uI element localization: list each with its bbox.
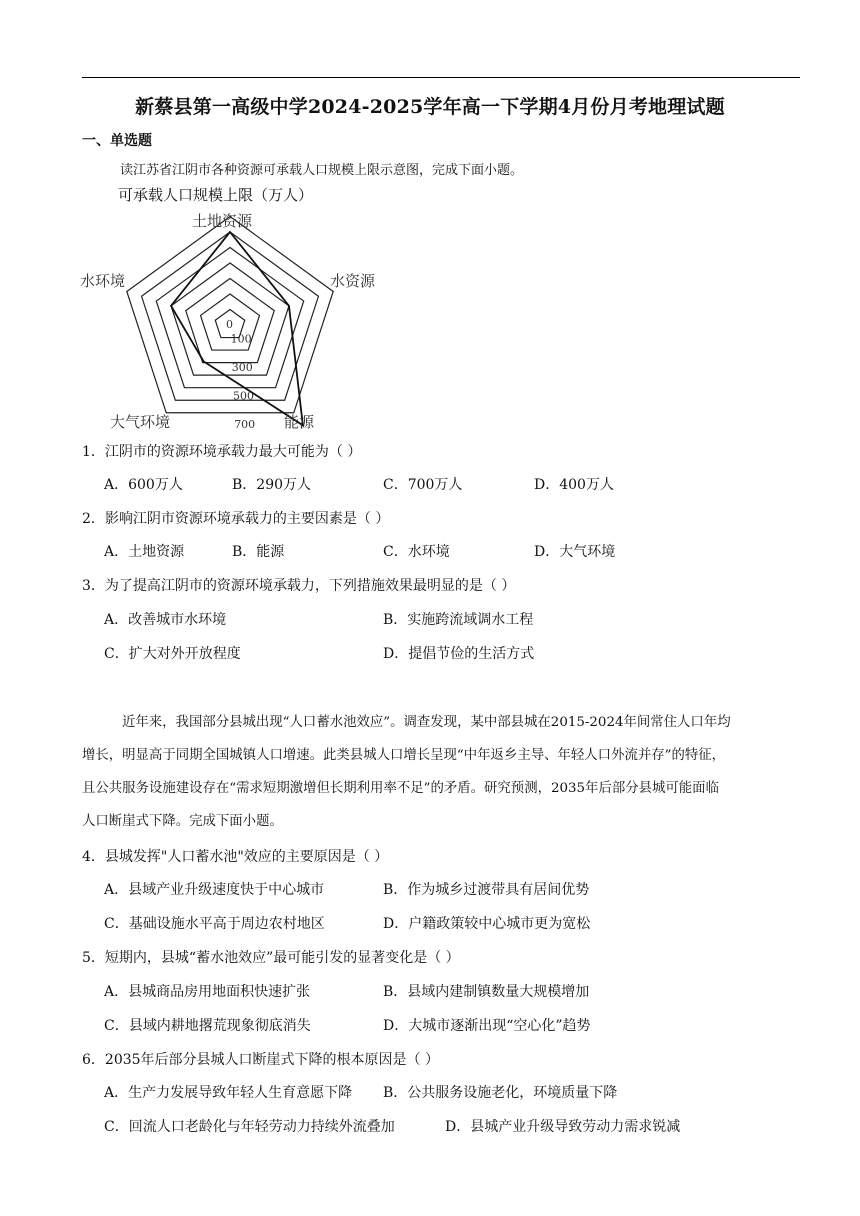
passage-line: 人口断崖式下降。完成下面小题。 <box>82 814 283 829</box>
radar-data-point <box>288 305 290 307</box>
q1-option-c[interactable]: C．700万人 <box>383 477 463 493</box>
header-rule <box>82 77 800 78</box>
ring-label: 0 <box>226 318 233 331</box>
q2-option-a[interactable]: A．土地资源 <box>104 544 185 560</box>
question-6: 6．2035年后部分县城人口断崖式下降的根本原因是（ ） <box>82 1052 439 1068</box>
q5-option-c[interactable]: C．县域内耕地撂荒现象彻底消失 <box>104 1018 311 1034</box>
q6-option-a[interactable]: A．生产力发展导致年轻人生育意愿下降 <box>104 1085 353 1101</box>
q3-option-d[interactable]: D．提倡节俭的生活方式 <box>383 646 535 662</box>
q4-option-b[interactable]: B．作为城乡过渡带具有居间优势 <box>383 882 590 898</box>
passage-line: 增长，明显高于同期全国城镇人口增速。此类县城人口增长呈现“中年返乡主导、年轻人口外流并存”的特征， <box>82 748 726 763</box>
passage-line: 近年来，我国部分县城出现“人口蓄水池效应”。调查发现，某中部县城在2015-2024年间常住人口年均 <box>122 715 731 730</box>
radar-chart <box>80 180 390 430</box>
ring-label: 300 <box>231 360 253 374</box>
question-5: 5．短期内，县城“蓄水池效应”最可能引发的显著变化是（ ） <box>82 950 460 966</box>
q6-option-c[interactable]: C．回流人口老龄化与年轻劳动力持续外流叠加 <box>104 1119 395 1135</box>
q4-option-d[interactable]: D．户籍政策较中心城市更为宽松 <box>383 916 591 932</box>
q2-option-c[interactable]: C．水环境 <box>383 544 450 560</box>
q3-option-a[interactable]: A．改善城市水环境 <box>104 612 227 628</box>
q2-option-b[interactable]: B．能源 <box>232 544 285 560</box>
ring-label: 700 <box>234 417 256 430</box>
q4-option-a[interactable]: A．县域产业升级速度快于中心城市 <box>104 882 325 898</box>
q5-option-b[interactable]: B．县域内建制镇数量大规模增加 <box>383 984 590 1000</box>
ring-label: 500 <box>233 389 254 403</box>
radar-axis-label: 大气环境 <box>110 413 171 430</box>
radar-ring <box>127 217 333 413</box>
chart-intro: 读江苏省江阴市各种资源可承载人口规模上限示意图，完成下面小题。 <box>120 163 524 178</box>
q1-option-b[interactable]: B．290万人 <box>232 477 312 493</box>
q6-option-b[interactable]: B．公共服务设施老化，环境质量下降 <box>383 1085 618 1101</box>
q1-option-d[interactable]: D．400万人 <box>534 477 614 493</box>
radar-axis-label: 土地资源 <box>192 212 253 230</box>
q3-option-b[interactable]: B．实施跨流域调水工程 <box>383 612 534 628</box>
radar-data-point <box>170 305 172 307</box>
q1-option-a[interactable]: A．600万人 <box>104 477 183 493</box>
ring-label: 100 <box>230 332 252 346</box>
question-4: 4．县城发挥"人口蓄水池"效应的主要原因是（ ） <box>82 849 389 865</box>
chart-title: 可承载人口规模上限（万人） <box>118 186 314 204</box>
q2-option-d[interactable]: D．大气环境 <box>534 544 616 560</box>
radar-axis-label: 水资源 <box>330 272 376 290</box>
page-title: 新蔡县第一高级中学2024-2025学年高一下学期4月份月考地理试题 <box>135 96 725 118</box>
q4-option-c[interactable]: C．基础设施水平高于周边农村地区 <box>104 916 325 932</box>
question-3: 3．为了提高江阴市的资源环境承载力，下列措施效果最明显的是（ ） <box>82 578 516 594</box>
radar-axis-label: 能源 <box>284 413 315 430</box>
q5-option-d[interactable]: D．大城市逐渐出现“空心化”趋势 <box>383 1018 591 1034</box>
radar-axis-label: 水环境 <box>80 272 126 290</box>
q6-option-d[interactable]: D．县城产业升级导致劳动力需求锐减 <box>445 1119 681 1135</box>
passage-line: 且公共服务设施建设存在“需求短期激增但长期利用率不足”的矛盾。研究预测，2035年后部分县城可能面临 <box>82 781 719 796</box>
reading-passage <box>82 706 802 838</box>
radar-data-point <box>229 231 231 233</box>
q3-option-c[interactable]: C．扩大对外开放程度 <box>104 646 241 662</box>
question-1: 1．江阴市的资源环境承载力最大可能为（ ） <box>82 444 362 460</box>
q5-option-a[interactable]: A．县城商品房用地面积快速扩张 <box>104 984 311 1000</box>
section-heading: 一、单选题 <box>82 133 152 149</box>
radar-data-point <box>203 361 205 363</box>
question-2: 2．影响江阴市资源环境承载力的主要因素是（ ） <box>82 511 390 527</box>
